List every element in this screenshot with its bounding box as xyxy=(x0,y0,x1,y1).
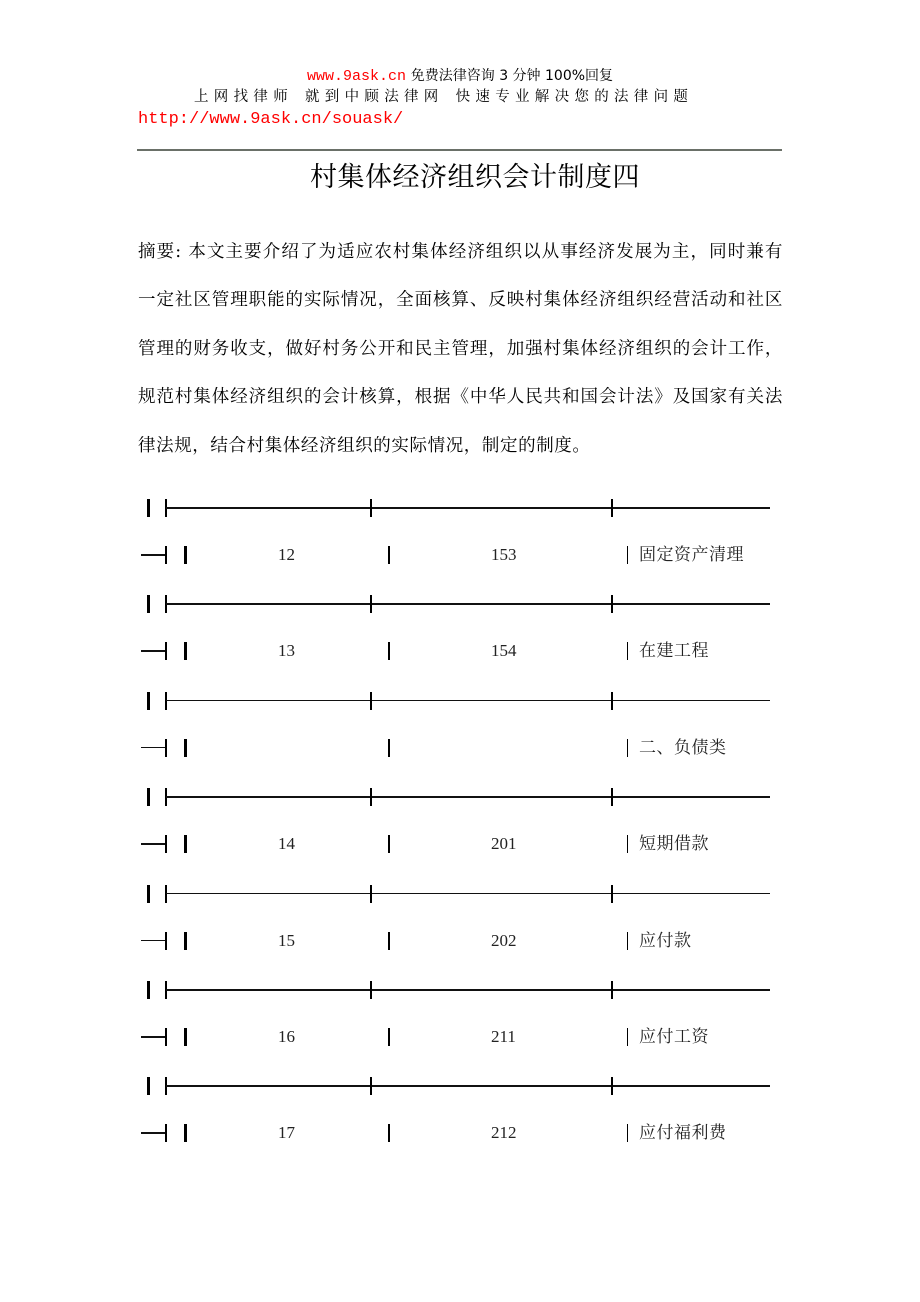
row-bar xyxy=(165,932,167,950)
row-separator xyxy=(388,739,390,757)
row-seq: 12 xyxy=(278,545,295,564)
row-account-name: 应付款 xyxy=(639,930,692,951)
row-separator xyxy=(627,739,628,757)
rule-bar xyxy=(147,595,150,613)
row-bar xyxy=(184,1124,187,1142)
row-lead-line xyxy=(141,650,166,652)
row-code: 202 xyxy=(491,930,517,950)
row-bar xyxy=(184,835,187,853)
row-bar xyxy=(184,642,187,660)
row-lead-line xyxy=(141,940,166,942)
rule-tick xyxy=(611,1077,613,1095)
rule-line xyxy=(166,893,770,895)
row-bar xyxy=(165,835,167,853)
rule-tick xyxy=(370,885,372,903)
rule-tick xyxy=(611,595,613,613)
row-seq: 15 xyxy=(278,930,295,950)
row-separator xyxy=(388,642,390,660)
row-account-name: 固定资产清理 xyxy=(639,545,744,565)
row-bar xyxy=(165,739,167,757)
header-url-link[interactable]: http://www.9ask.cn/souask/ xyxy=(138,110,404,129)
rule-tick xyxy=(370,595,372,613)
row-bar xyxy=(165,1124,167,1142)
row-bar xyxy=(184,546,187,564)
row-separator xyxy=(627,932,628,950)
row-bar xyxy=(184,1028,187,1046)
row-separator xyxy=(388,1124,390,1142)
rule-line xyxy=(166,1085,770,1087)
rule-line xyxy=(166,796,770,798)
header-slogan xyxy=(194,88,693,106)
row-account-name: 应付福利费 xyxy=(639,1123,727,1144)
row-separator xyxy=(627,1124,628,1142)
table-row xyxy=(0,738,920,768)
slogan-part: 快速专业解决您的法律问题 xyxy=(455,89,694,105)
rule-line xyxy=(166,507,770,509)
table-row xyxy=(0,1123,920,1153)
row-lead-line xyxy=(141,1132,166,1134)
rule-bar xyxy=(147,981,150,999)
row-bar xyxy=(165,546,167,564)
rule-bar xyxy=(147,692,150,710)
row-seq: 16 xyxy=(278,1027,295,1046)
row-separator xyxy=(627,1028,628,1046)
row-bar xyxy=(184,739,187,757)
slogan-part: 就到中顾法律网 xyxy=(305,89,444,105)
rule-tick xyxy=(370,788,372,806)
row-bar xyxy=(165,642,167,660)
table-row xyxy=(0,1027,920,1057)
row-lead-line xyxy=(141,554,166,556)
row-seq: 14 xyxy=(278,834,295,854)
table-row xyxy=(0,834,920,864)
row-account-name: 在建工程 xyxy=(639,641,709,662)
table-rule-row xyxy=(0,885,920,915)
rule-tick xyxy=(611,981,613,999)
rule-tick xyxy=(370,1077,372,1095)
rule-line xyxy=(166,700,770,702)
table-rule-row xyxy=(0,595,920,625)
row-code: 211 xyxy=(491,1027,516,1046)
rule-bar xyxy=(147,885,150,903)
rule-bar xyxy=(147,499,150,517)
row-separator xyxy=(388,546,390,564)
table-rule-row xyxy=(0,981,920,1011)
rule-tick xyxy=(370,981,372,999)
row-separator xyxy=(627,546,628,564)
row-account-name: 应付工资 xyxy=(639,1027,709,1047)
promo-text: 免费法律咨询 3 分钟 100%回复 xyxy=(410,68,614,84)
rule-tick xyxy=(611,692,613,710)
row-code: 212 xyxy=(491,1123,517,1143)
table-rule-row xyxy=(0,788,920,818)
row-code: 201 xyxy=(491,834,517,854)
row-account-name: 二、负债类 xyxy=(639,737,727,758)
row-lead-line xyxy=(141,1036,166,1038)
row-separator xyxy=(388,932,390,950)
rule-tick xyxy=(611,788,613,806)
row-bar xyxy=(165,1028,167,1046)
rule-tick xyxy=(370,692,372,710)
row-account-name: 短期借款 xyxy=(639,834,709,855)
slogan-part: 上网找律师 xyxy=(194,89,293,105)
rule-tick xyxy=(611,499,613,517)
row-lead-line xyxy=(141,747,166,749)
row-bar xyxy=(184,932,187,950)
header-promo-line xyxy=(0,66,920,86)
row-separator xyxy=(627,835,628,853)
row-seq: 13 xyxy=(278,641,295,661)
row-separator xyxy=(388,835,390,853)
document-title: 村集体经济组织会计制度四 xyxy=(310,162,640,193)
site-link[interactable]: www.9ask.cn xyxy=(306,68,406,85)
header-divider xyxy=(137,149,782,151)
rule-line xyxy=(166,989,770,991)
table-row xyxy=(0,641,920,671)
row-code: 154 xyxy=(491,641,517,661)
rule-bar xyxy=(147,1077,150,1095)
row-seq: 17 xyxy=(278,1123,295,1143)
row-separator xyxy=(388,1028,390,1046)
rule-line xyxy=(166,603,770,605)
table-row xyxy=(0,545,920,575)
table-rule-row xyxy=(0,692,920,722)
rule-bar xyxy=(147,788,150,806)
row-code: 153 xyxy=(491,545,517,564)
document-abstract: 摘要: 本文主要介绍了为适应农村集体经济组织以从事经济发展为主，同时兼有一定社区管理职能的实际情况，全面核算、反映村集体经济组织经营活动和社区管理的财务收支，做好村务公开和民主管理，加强村集体经济组织的会计工作，规范村集体经济组织的会计核算，根据《中华人民共和国会计法》及国家有关法律法规，结合村集体经济组织的实际情况，制定的制度。 xyxy=(138,242,783,456)
rule-tick xyxy=(370,499,372,517)
row-separator xyxy=(627,642,628,660)
table-row xyxy=(0,931,920,961)
table-rule-row xyxy=(0,499,920,529)
rule-tick xyxy=(611,885,613,903)
table-rule-row xyxy=(0,1077,920,1107)
row-lead-line xyxy=(141,843,166,845)
